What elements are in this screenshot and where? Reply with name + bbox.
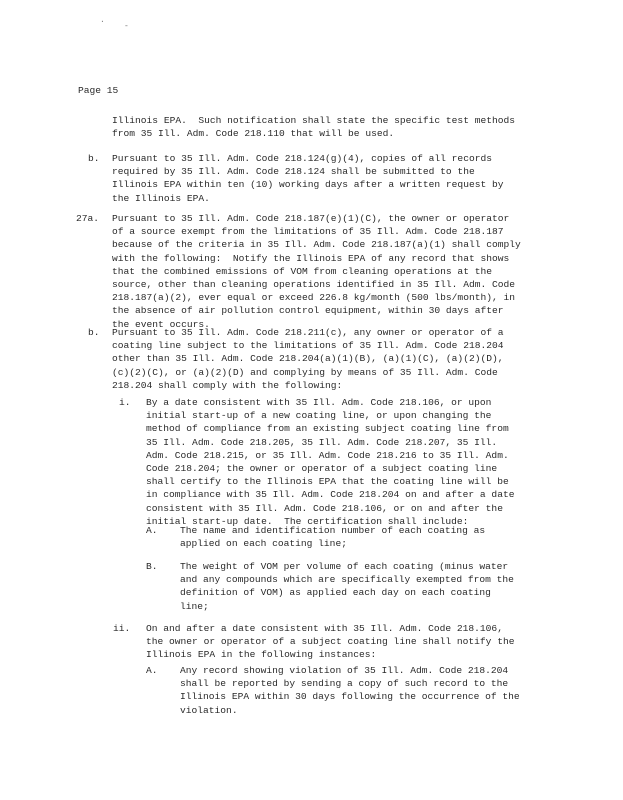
text-line: method of compliance from an existing subject coating line from — [146, 423, 509, 435]
item-27a-cleaning — [112, 212, 521, 331]
text-line: in compliance with 35 Ill. Adm. Code 218.204 on and after a date — [146, 489, 515, 501]
text-line: Illinois EPA in the following instances: — [146, 649, 377, 661]
text-line: shall be reported by sending a copy of such record to the — [180, 678, 509, 690]
item-label: 27a. — [76, 213, 100, 224]
text-line: applied on each coating line; — [180, 538, 347, 550]
text-line: coating line subject to the limitations of 35 Ill. Adm. Code 218.204 — [112, 340, 504, 352]
item-label: B. — [146, 561, 158, 572]
text-line: line; — [180, 600, 209, 612]
text-line: The weight of VOM per volume of each coating (minus water — [180, 561, 509, 572]
item-label: A. — [146, 665, 158, 676]
text-line: Adm. Code 218.215, or 35 Ill. Adm. Code 218.216 to 35 Ill. Adm. — [146, 449, 509, 461]
text-line: with the following: Notify the Illinois EPA of any record that shows — [112, 252, 510, 264]
text-line: Code 218.204; the owner or operator of a subject coating line — [146, 463, 498, 475]
page-number: Page 15 — [78, 85, 119, 96]
item-label: A. — [146, 525, 158, 536]
text-line: Pursuant to 35 Ill. Adm. Code 218.124(g)(4), copies of all records — [112, 153, 492, 164]
text-line: shall certify to the Illinois EPA that the coating line will be — [146, 476, 509, 488]
item-b-records — [112, 152, 504, 205]
item-b-coating — [112, 326, 504, 392]
text-line: Illinois EPA within 30 days following the occurrence of the — [180, 691, 520, 703]
text-line: Illinois EPA. Such notification shall state the specific test methods — [112, 115, 516, 126]
text-line: of a source exempt from the limitations of 35 Ill. Adm. Code 218.187 — [112, 226, 504, 238]
text-line: source, other than cleaning operations identified in 35 Ill. Adm. Code — [112, 279, 516, 291]
text-line: Pursuant to 35 Ill. Adm. Code 218.211(c), any owner or operator of a — [112, 327, 504, 338]
text-line: The name and identification number of each coating as — [180, 525, 486, 536]
text-line: that the combined emissions of VOM from cleaning operations at the — [112, 265, 492, 277]
intro-continuation — [112, 114, 515, 140]
text-line: because of the criteria in 35 Ill. Adm. Code 218.187(a)(1) shall comply — [112, 239, 521, 251]
text-line: the Illinois EPA. — [112, 192, 210, 204]
item-label: b. — [88, 327, 100, 338]
text-line: 218.204 shall comply with the following: — [112, 379, 343, 391]
item-label: b. — [88, 153, 100, 164]
item-ii-a-violation — [180, 664, 520, 717]
text-line: required by 35 Ill. Adm. Code 218.124 shall be submitted to the — [112, 166, 475, 178]
text-line: initial start-up of a new coating line, or upon changing the — [146, 410, 492, 422]
item-label: ii. — [113, 623, 131, 634]
text-line: other than 35 Ill. Adm. Code 218.204(a)(1)(B), (a)(1)(C), (a)(2)(D), — [112, 353, 504, 365]
stray-mark: - — [124, 22, 129, 31]
item-i-a-coating-name — [180, 524, 485, 550]
text-line: initial start-up date. The certification shall include: — [146, 515, 469, 527]
item-ii-notify — [146, 622, 514, 662]
stray-mark: . — [100, 16, 105, 25]
item-i-certification — [146, 396, 514, 528]
text-line: violation. — [180, 704, 238, 716]
text-line: and any compounds which are specifically exempted from the — [180, 574, 514, 586]
text-line: the event occurs. — [112, 318, 210, 330]
text-line: (c)(2)(C), or (a)(2)(D) and complying by means of 35 Ill. Adm. Code — [112, 366, 498, 378]
text-line: By a date consistent with 35 Ill. Adm. Code 218.106, or upon — [146, 397, 492, 408]
item-i-b-vom-weight — [180, 560, 514, 613]
text-line: 35 Ill. Adm. Code 218.205, 35 Ill. Adm. Code 218.207, 35 Ill. — [146, 436, 498, 448]
text-line: Any record showing violation of 35 Ill. Adm. Code 218.204 — [180, 665, 509, 676]
text-line: On and after a date consistent with 35 Ill. Adm. Code 218.106, — [146, 623, 503, 634]
text-line: the owner or operator of a subject coating line shall notify the — [146, 636, 515, 648]
text-line: 218.187(a)(2), ever equal or exceed 226.8 kg/month (500 lbs/month), in — [112, 292, 516, 304]
item-label: i. — [119, 397, 131, 408]
text-line: Illinois EPA within ten (10) working days after a written request by — [112, 179, 504, 191]
text-line: from 35 Ill. Adm. Code 218.110 that will be used. — [112, 128, 395, 140]
text-line: consistent with 35 Ill. Adm. Code 218.106, or on and after the — [146, 502, 503, 514]
text-line: definition of VOM) as applied each day on each coating — [180, 587, 491, 599]
text-line: the absence of air pollution control equipment, within 30 days after — [112, 305, 504, 317]
text-line: Pursuant to 35 Ill. Adm. Code 218.187(e)(1)(C), the owner or operator — [112, 213, 510, 224]
